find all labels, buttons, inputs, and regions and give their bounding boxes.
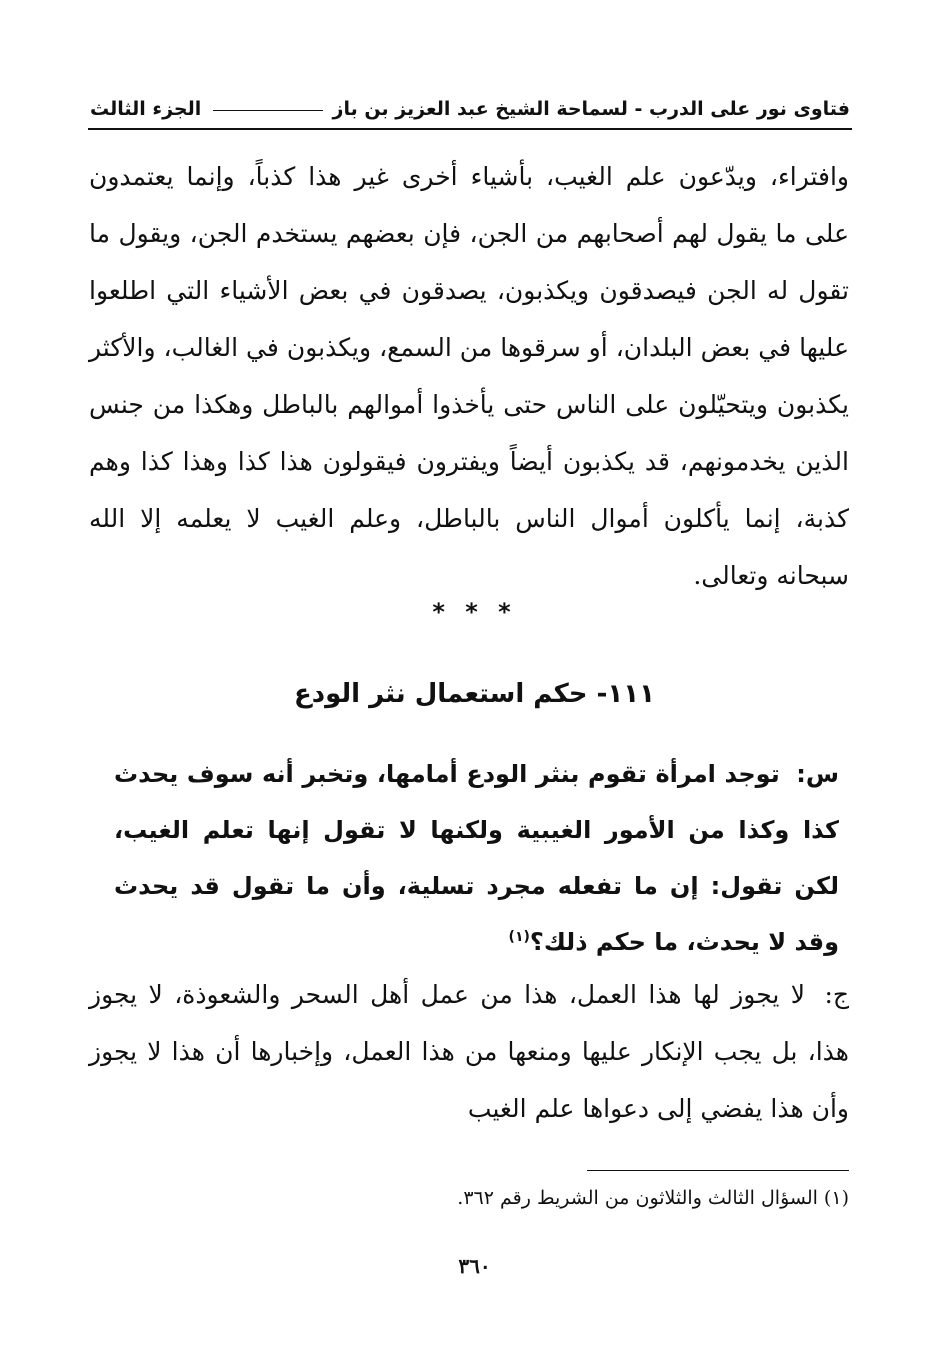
header-book-title: فتاوى نور على الدرب - لسماحة الشيخ عبد العزيز بن باز	[332, 98, 850, 120]
header-volume: الجزء الثالث	[90, 98, 202, 120]
answer-block	[89, 966, 849, 1137]
footnote-rule	[587, 1170, 849, 1171]
question-text: توجد امرأة تقوم بنثر الودع أمامها، وتخبر أنه سوف يحدث كذا وكذا من الأمور الغيبية ولكنها لا تقول إنها تعلم الغيب، لكن تقول: إن ما تفعله مجرد تسلية، وأن ما تقول قد يحدث وقد لا يحدث، ما حكم ذلك؟	[114, 760, 839, 956]
section-separator: * * *	[432, 598, 517, 626]
section-title: ١١١- حكم استعمال نثر الودع	[293, 679, 655, 709]
header-rule	[88, 128, 852, 130]
answer-text: لا يجوز لها هذا العمل، هذا من عمل أهل السحر والشعوذة، لا يجوز هذا، بل يجب الإنكار عليها ومنعها من هذا العمل، وإخبارها أن هذا لا يجوز وأن هذا يفضي إلى دعواها علم الغيب	[89, 980, 849, 1123]
page-number: ٣٦٠	[458, 1254, 491, 1278]
question-label: س:	[796, 760, 839, 788]
running-header	[90, 92, 850, 126]
paragraph-1: وافتراء، ويدّعون علم الغيب، بأشياء أخرى غير هذا كذباً، وإنما يعتمدون على ما يقول لهم أصحابهم من الجن، فإن بعضهم يستخدم الجن، ويقول ما تقول له الجن فيصدقون ويكذبون، يصدقون في بعض الأشياء التي اطلعوا عليها في بعض البلدان، أو سرقوها من السمع، ويكذبون في الغالب، والأكثر يكذبون ويتحيّلون على الناس حتى يأخذوا أموالهم بالباطل وهكذا من جنس الذين يخدمونهم، قد يكذبون أيضاً ويفترون فيقولون هذا كذا وهذا كذا وهم كذبة، إنما يأكلون أموال الناس بالباطل، وعلم الغيب لا يعلمه إلا الله سبحانه وتعالى.	[89, 162, 849, 590]
footnote: (١) السؤال الثالث والثلاثون من الشريط رقم ٣٦٢.	[457, 1187, 849, 1209]
answer-label: ج:	[824, 980, 849, 1009]
question-block	[114, 746, 839, 970]
header-dash	[213, 110, 323, 111]
footnote-reference: (١)	[508, 929, 530, 945]
